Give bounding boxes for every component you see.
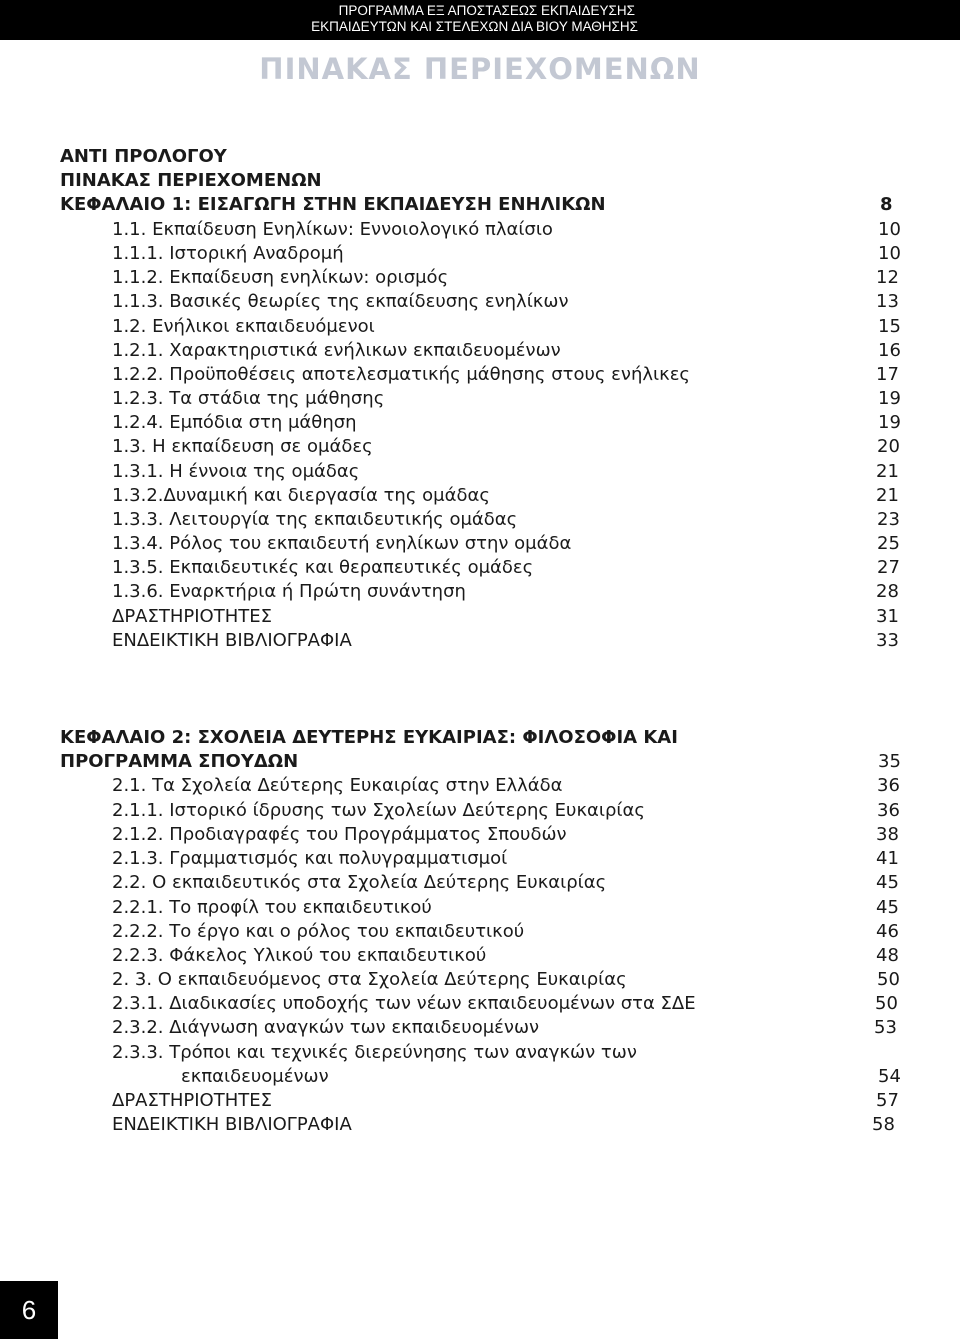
chapter-1-title: ΚΕΦΑΛΑΙΟ 1: ΕΙΣΑΓΩΓΗ ΣΤΗΝ ΕΚΠΑΙΔΕΥΣΗ ΕΝΗΛΙΚΩΝ (60, 194, 606, 215)
toc-entry-page: 20 (877, 436, 900, 457)
toc-entry-page: 45 (876, 897, 899, 918)
toc-entry (0, 920, 960, 944)
chapter-2-heading-line-1 (0, 726, 960, 750)
toc-entry-page: 10 (878, 219, 901, 240)
toc-entry-title: 1.1.2. Εκπαίδευση ενηλίκων: ορισμός (112, 267, 449, 288)
toc-entry (0, 435, 960, 459)
toc-entry (0, 387, 960, 411)
toc-entry (0, 629, 960, 653)
chapter-2-page: 35 (878, 751, 901, 772)
toc-entry (0, 992, 960, 1016)
toc-entry-page: 45 (876, 872, 899, 893)
toc-entry-title: 1.3. Η εκπαίδευση σε ομάδες (112, 436, 373, 457)
toc-front-2 (0, 169, 960, 193)
toc-entry-page: 12 (876, 267, 899, 288)
toc-entry (0, 1089, 960, 1113)
chapter-2-heading-line-2 (0, 750, 960, 774)
toc-entry-title: 1.3.6. Εναρκτήρια ή Πρώτη συνάντηση (112, 581, 466, 602)
toc-text: ΑΝΤΙ ΠΡΟΛΟΓΟΥ (60, 146, 227, 167)
page-number: 6 (0, 1281, 58, 1339)
toc-entry (0, 968, 960, 992)
toc-entry (0, 508, 960, 532)
toc-entry (0, 218, 960, 242)
toc-entry-title: 1.2.3. Τα στάδια της μάθησης (112, 388, 385, 409)
toc-entry-page: 17 (876, 364, 899, 385)
toc-entry-title: ΕΝΔΕΙΚΤΙΚΗ ΒΙΒΛΙΟΓΡΑΦΙΑ (112, 630, 352, 651)
toc-entry-page: 46 (876, 921, 899, 942)
toc-entry (0, 1041, 960, 1065)
toc-entry-title: 1.1.3. Βασικές θεωρίες της εκπαίδευσης ενηλίκων (112, 291, 569, 312)
toc-entry-title: ΕΝΔΕΙΚΤΙΚΗ ΒΙΒΛΙΟΓΡΑΦΙΑ (112, 1114, 352, 1135)
toc-entry-title: εκπαιδευομένων (181, 1066, 329, 1087)
toc-entry (0, 290, 960, 314)
toc-entry-title: 1.2.1. Χαρακτηριστικά ενήλικων εκπαιδευομένων (112, 340, 561, 361)
toc-entry-title: 1.2.4. Εμπόδια στη μάθηση (112, 412, 357, 433)
toc-entry (0, 605, 960, 629)
toc-entry (0, 1113, 960, 1137)
toc-entry (0, 484, 960, 508)
toc-entry (0, 266, 960, 290)
toc-entry (0, 242, 960, 266)
header-bar (0, 0, 960, 40)
chapter-2-title-continued: ΠΡΟΓΡΑΜΜΑ ΣΠΟΥΔΩΝ (60, 751, 299, 772)
toc-entry-page: 25 (877, 533, 900, 554)
toc-entry (0, 847, 960, 871)
toc-entry-page: 19 (878, 412, 901, 433)
toc-entry-title: 1.3.4. Ρόλος του εκπαιδευτή ενηλίκων στην ομάδα (112, 533, 572, 554)
toc-entry (0, 532, 960, 556)
toc-entry-title: 2.1. Τα Σχολεία Δεύτερης Ευκαιρίας στην Ελλάδα (112, 775, 563, 796)
toc-entry-page: 28 (876, 581, 899, 602)
toc-entry-page: 21 (876, 461, 899, 482)
toc-entry-title: 1.3.5. Εκπαιδευτικές και θεραπευτικές ομάδες (112, 557, 534, 578)
toc-entry-title: 2.1.3. Γραμματισμός και πολυγραμματισμοί (112, 848, 508, 869)
toc-entry-page: 13 (876, 291, 899, 312)
toc-entry-title: 2.2. Ο εκπαιδευτικός στα Σχολεία Δεύτερης Ευκαιρίας (112, 872, 607, 893)
toc-entry (0, 1065, 960, 1089)
toc-entry-page: 21 (876, 485, 899, 506)
toc-front-1 (0, 145, 960, 169)
toc-entry (0, 580, 960, 604)
toc-entry-title: 2.1.2. Προδιαγραφές του Προγράμματος Σπουδών (112, 824, 567, 845)
toc-entry-page: 57 (876, 1090, 899, 1111)
toc-entry-page: 10 (878, 243, 901, 264)
toc-entry-page: 19 (878, 388, 901, 409)
toc-entry-page: 50 (877, 969, 900, 990)
toc-entry-page: 33 (876, 630, 899, 651)
toc-entry-page: 38 (876, 824, 899, 845)
toc-entry (0, 363, 960, 387)
toc-entry-title: 1.2.2. Προϋποθέσεις αποτελεσματικής μάθησης στους ενήλικες (112, 364, 690, 385)
toc-entry (0, 315, 960, 339)
toc-entry-page: 23 (877, 509, 900, 530)
toc-text: ΠΙΝΑΚΑΣ ΠΕΡΙΕΧΟΜΕΝΩΝ (60, 170, 322, 191)
chapter-2-title: ΚΕΦΑΛΑΙΟ 2: ΣΧΟΛΕΙΑ ΔΕΥΤΕΡΗΣ ΕΥΚΑΙΡΙΑΣ: ΦΙΛΟΣΟΦΙΑ ΚΑΙ (60, 727, 678, 748)
toc-entry (0, 460, 960, 484)
toc-entry-title: 2.2.2. Το έργο και ο ρόλος του εκπαιδευτικού (112, 921, 525, 942)
toc-entry-title: ΔΡΑΣΤΗΡΙΟΤΗΤΕΣ (112, 1090, 272, 1111)
toc-entry (0, 823, 960, 847)
header-line-2: ΕΚΠΑΙΔΕΥΤΩΝ ΚΑΙ ΣΤΕΛΕΧΩΝ ΔΙΑ ΒΙΟΥ ΜΑΘΗΣΗΣ (311, 19, 638, 34)
toc-entry-title: 2.1.1. Ιστορικό ίδρυσης των Σχολείων Δεύτερης Ευκαιρίας (112, 800, 645, 821)
toc-entry-page: 41 (876, 848, 899, 869)
toc-entry-title: 2.3.3. Τρόποι και τεχνικές διερεύνησης των αναγκών των (112, 1042, 637, 1063)
toc-entry (0, 774, 960, 798)
chapter-1-page: 8 (880, 194, 893, 215)
toc-entry-title: 2.2.3. Φάκελος Υλικού του εκπαιδευτικού (112, 945, 487, 966)
toc-entry (0, 944, 960, 968)
toc-entry-page: 31 (876, 606, 899, 627)
toc-entry-page: 53 (874, 1017, 897, 1038)
toc-entry-page: 36 (877, 775, 900, 796)
toc-entry-page: 16 (878, 340, 901, 361)
toc-entry-title: 1.3.2.Δυναμική και διεργασία της ομάδας (112, 485, 490, 506)
toc-entry (0, 871, 960, 895)
toc-entry-page: 54 (878, 1066, 901, 1087)
toc-entry (0, 799, 960, 823)
toc-entry (0, 556, 960, 580)
toc-entry-title: 2. 3. Ο εκπαιδευόμενος στα Σχολεία Δεύτερης Ευκαιρίας (112, 969, 627, 990)
toc-entry-title: 1.3.1. Η έννοια της ομάδας (112, 461, 360, 482)
toc-entry-title: 2.3.1. Διαδικασίες υποδοχής των νέων εκπαιδευομένων στα ΣΔΕ (112, 993, 696, 1014)
toc-entry-title: ΔΡΑΣΤΗΡΙΟΤΗΤΕΣ (112, 606, 272, 627)
toc-entry (0, 411, 960, 435)
toc-entry-title: 1.1.1. Ιστορική Αναδρομή (112, 243, 344, 264)
toc-entry-page: 36 (877, 800, 900, 821)
toc-entry-title: 1.2. Ενήλικοι εκπαιδευόμενοι (112, 316, 375, 337)
header-line-1: ΠΡΟΓΡΑΜΜΑ ΕΞ ΑΠΟΣΤΑΣΕΩΣ ΕΚΠΑΙΔΕΥΣΗΣ (338, 3, 635, 18)
toc-entry-page: 48 (876, 945, 899, 966)
toc-entry (0, 339, 960, 363)
chapter-1-heading (0, 193, 960, 217)
toc-entry-title: 2.3.2. Διάγνωση αναγκών των εκπαιδευομένων (112, 1017, 540, 1038)
toc-entry-title: 2.2.1. Το προφίλ του εκπαιδευτικού (112, 897, 432, 918)
toc-entry-page: 15 (878, 316, 901, 337)
toc-entry-page: 27 (877, 557, 900, 578)
toc-entry-page: 50 (875, 993, 898, 1014)
toc-entry (0, 896, 960, 920)
toc-entry-title: 1.1. Εκπαίδευση Ενηλίκων: Εννοιολογικό πλαίσιο (112, 219, 553, 240)
page-title: ΠΙΝΑΚΑΣ ΠΕΡΙΕΧΟΜΕΝΩΝ (259, 52, 701, 86)
toc-entry-page: 58 (872, 1114, 895, 1135)
toc-entry-title: 1.3.3. Λειτουργία της εκπαιδευτικής ομάδας (112, 509, 518, 530)
toc-entry (0, 1016, 960, 1040)
